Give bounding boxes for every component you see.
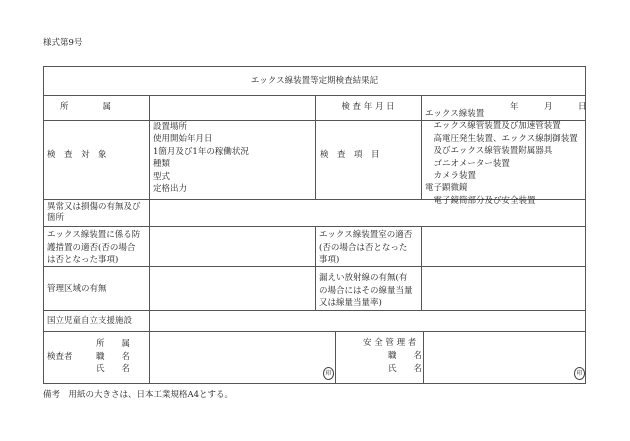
seal-mark: 印 bbox=[574, 367, 585, 380]
leakage-label: 漏えい放射線の有無(有 の場合にはその線量当量 又は線量当量率) bbox=[319, 273, 413, 308]
inspection-date-label: 検 査 年 月 日 bbox=[341, 102, 395, 112]
target-label: 検 査 対 象 bbox=[47, 150, 107, 160]
inspector-label: 検査者 bbox=[47, 352, 73, 362]
form-title: エックス線装置等定期検査結果記 bbox=[250, 76, 379, 86]
affiliation-label: 所 属 bbox=[60, 102, 112, 112]
room-label: エックス線装置室の適否 (否の場合は否となった 事項) bbox=[319, 230, 413, 265]
safety-fields: 職 名 氏 名 bbox=[388, 351, 423, 374]
inspector-fields: 所 属 職 名 氏 名 bbox=[96, 339, 131, 374]
abnormality-label: 異常又は損傷の有無及び 箇所 bbox=[47, 202, 141, 223]
form-number: 様式第9号 bbox=[43, 38, 83, 48]
note: 備考 用紙の大きさは、日本工業規格A4とする。 bbox=[43, 390, 234, 400]
control-area-label: 管理区域の有無 bbox=[47, 284, 107, 294]
date-value: 年 月 日 bbox=[510, 102, 587, 112]
target-items: 設置場所 使用開始年月日 1箇月及び1年の稼働状況 種類 型式 定格出力 bbox=[153, 122, 249, 195]
facility-label: 国立児童自立支援施設 bbox=[47, 316, 133, 326]
safety-manager-label: 安 全 管 理 者 bbox=[363, 338, 417, 348]
protection-label: エックス線装置に係る防 護措置の適否(否の場合 は否となった事項) bbox=[47, 230, 141, 265]
inspection-items-label: 検 査 項 目 bbox=[320, 150, 380, 160]
inspection-items-list: エックス線装置 エックス線管装置及び加速管装置 高電圧発生装置、エックス線制御装置 及びエックス線管装置附属器具 ゴニオメーター装置 カメラ装置 電子顕微鏡 電子鏡筒部分及び安全装置 bbox=[425, 109, 578, 206]
seal-mark: 印 bbox=[323, 367, 334, 380]
